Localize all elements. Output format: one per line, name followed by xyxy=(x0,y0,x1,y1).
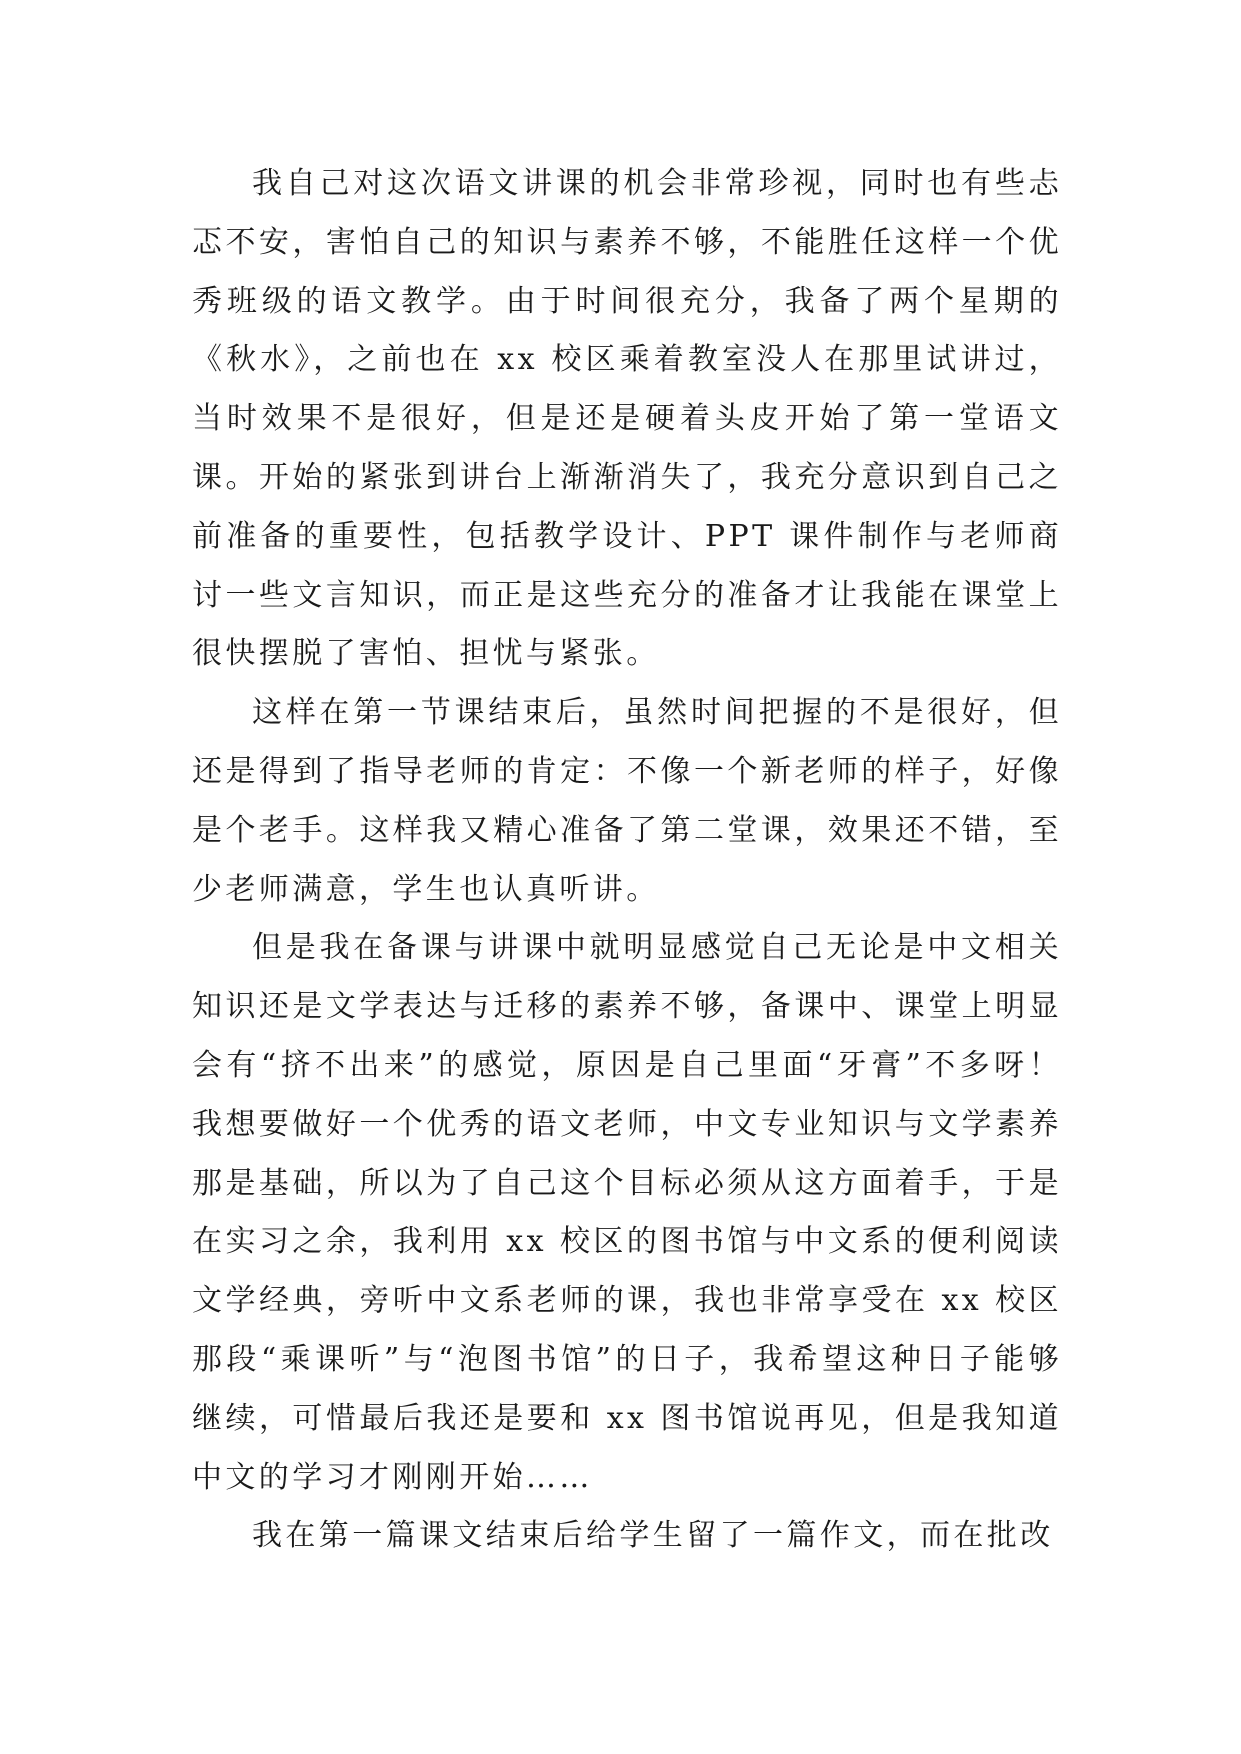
paragraph-3: 但是我在备课与讲课中就明显感觉自己无论是中文相关知识还是文学表达与迁移的素养不够，备课中、课堂上明显会有“挤不出来”的感觉，原因是自己里面“牙膏”不多呀！我想要做好一个优秀的语文老师，中文专业知识与文学素养那是基础，所以为了自己这个目标必须从这方面着手，于是在实习之余，我利用 xx 校区的图书馆与中文系的便利阅读文学经典，旁听中文系老师的课，我也非常享受在 xx 校区那段“乘课听”与“泡图书馆”的日子，我希望这种日子能够继续，可惜最后我还是要和 xx 图书馆说再见，但是我知道中文的学习才刚刚开始…… xyxy=(192,930,1062,1495)
paragraph-4: 我在第一篇课文结束后给学生留了一篇作文，而在批改 xyxy=(252,1518,1054,1554)
paragraph-2: 这样在第一节课结束后，虽然时间把握的不是很好，但还是得到了指导老师的肯定：不像一个新老师的样子，好像是个老手。这样我又精心准备了第二堂课，效果还不错，至少老师满意，学生也认真听讲。 xyxy=(192,695,1062,907)
document-body xyxy=(192,155,1062,1566)
paragraph-1: 我自己对这次语文讲课的机会非常珍视，同时也有些忐忑不安，害怕自己的知识与素养不够，不能胜任这样一个优秀班级的语文教学。由于时间很充分，我备了两个星期的《秋水》，之前也在 xx 校区乘着教室没人在那里试讲过，当时效果不是很好，但是还是硬着头皮开始了第一堂语文课。开始的紧张到讲台上渐渐消失了，我充分意识到自己之前准备的重要性，包括教学设计、PPT 课件制作与老师商讨一些文言知识，而正是这些充分的准备才让我能在课堂上很快摆脱了害怕、担忧与紧张。 xyxy=(192,166,1062,672)
